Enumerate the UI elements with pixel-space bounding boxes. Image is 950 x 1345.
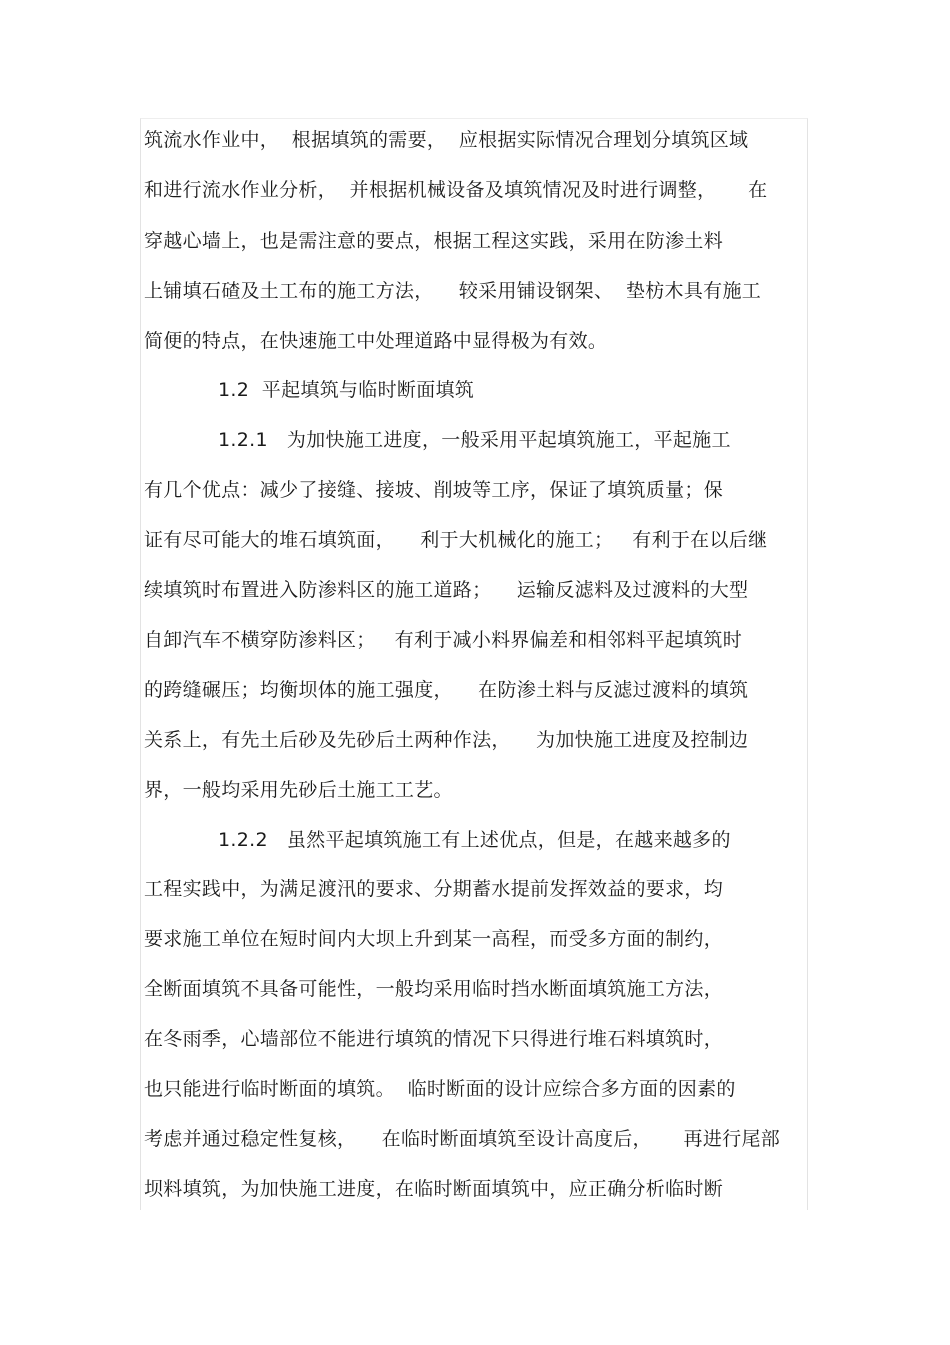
paragraph-line: 穿越心墙上，也是需注意的要点，根据工程这实践，采用在防渗土料 [144,230,724,252]
paragraph-line: 全断面填筑不具备可能性，一般均采用临时挡水断面填筑施工方法， [144,978,724,1000]
paragraph-line: 界，一般均采用先砂后土施工工艺。 [144,779,453,801]
paragraph-line: 续填筑时布置进入防渗料区的施工道路； 运输反滤料及过渡料的大型 [144,579,749,601]
paragraph-line: 有几个优点：减少了接缝、接坡、削坡等工序，保证了填筑质量；保 [144,479,724,501]
paragraph-line: 证有尽可能大的堆石填筑面， 利于大机械化的施工； 有利于在以后继 [144,529,768,551]
paragraph-line: 也只能进行临时断面的填筑。 临时断面的设计应综合多方面的因素的 [144,1078,736,1100]
paragraph-line: 关系上，有先土后砂及先砂后土两种作法， 为加快施工进度及控制边 [144,729,749,751]
section-heading: 1.2 平起填筑与临时断面填筑 [218,379,475,401]
paragraph-line: 和进行流水作业分析， 并根据机械设备及填筑情况及时进行调整， 在 [144,179,768,201]
paragraph-line: 考虑并通过稳定性复核， 在临时断面填筑至设计高度后， 再进行尾部 [144,1128,781,1150]
paragraph-line: 坝料填筑，为加快施工进度，在临时断面填筑中，应正确分析临时断 [144,1178,724,1200]
paragraph-line: 的跨缝碾压；均衡坝体的施工强度， 在防渗土料与反滤过渡料的填筑 [144,679,749,701]
subsection-heading: 1.2.2 虽然平起填筑施工有上述优点，但是，在越来越多的 [218,829,731,851]
paragraph-line: 筑流水作业中， 根据填筑的需要， 应根据实际情况合理划分填筑区域 [144,129,749,151]
paragraph-line: 工程实践中，为满足渡汛的要求、分期蓄水提前发挥效益的要求，均 [144,878,724,900]
paragraph-line: 要求施工单位在短时间内大坝上升到某一高程，而受多方面的制约， [144,928,724,950]
paragraph-line: 在冬雨季，心墙部位不能进行填筑的情况下只得进行堆石料填筑时， [144,1028,724,1050]
paragraph-line: 简便的特点，在快速施工中处理道路中显得极为有效。 [144,330,608,352]
paragraph-line: 上铺填石碴及土工布的施工方法， 较采用铺设钢架、 垫枋木具有施工 [144,280,762,302]
subsection-heading: 1.2.1 为加快施工进度，一般采用平起填筑施工，平起施工 [218,429,731,451]
paragraph-line: 自卸汽车不横穿防渗料区； 有利于减小料界偏差和相邻料平起填筑时 [144,629,743,651]
